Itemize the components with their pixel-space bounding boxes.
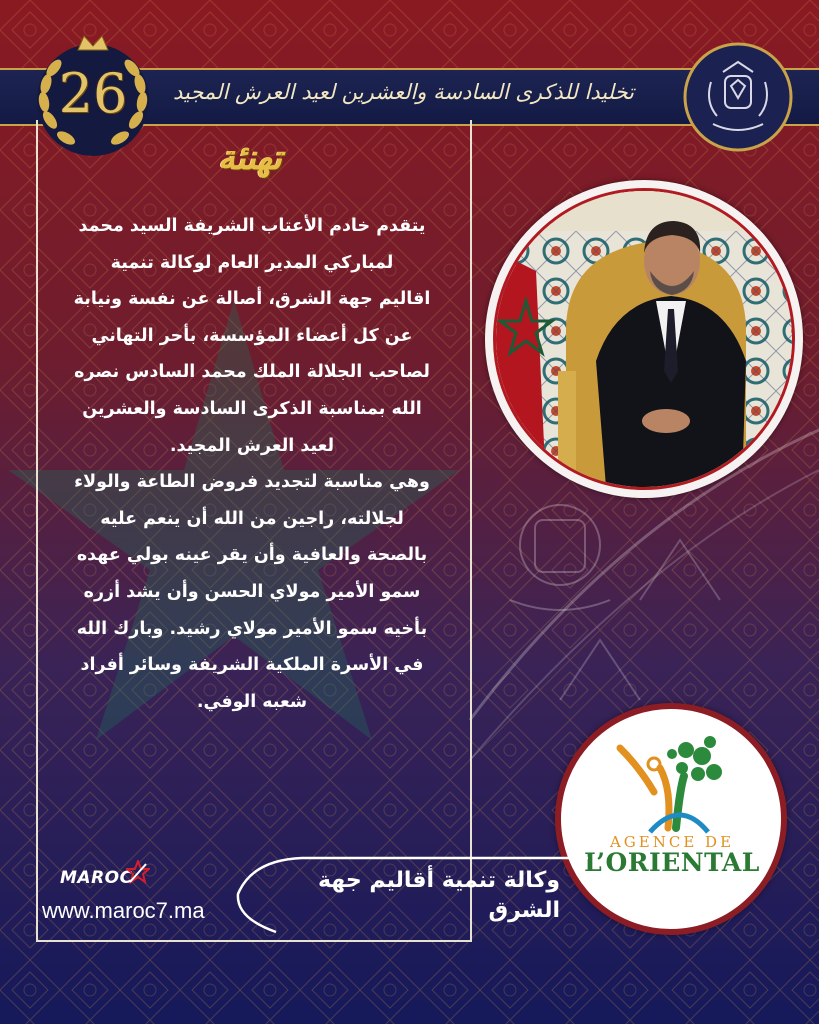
message-line: سمو الأمير مولاي الحسن وأن يشد أزره (83, 581, 421, 602)
maroc7-star-icon (126, 860, 150, 884)
message-line: يتقدم خادم الأعتاب الشريفة السيد محمد (78, 216, 426, 236)
agency-name-line: وكالة تنمية أقاليم جهة (317, 868, 560, 893)
message-line: بأخيه سمو الأمير مولاي رشيد. وبارك الله (76, 618, 428, 639)
royal-coat-of-arms-icon (683, 42, 793, 152)
website-url[interactable]: www.maroc7.ma (42, 898, 205, 923)
message-line: لمباركي المدير العام لوكالة تنمية (110, 252, 394, 273)
agency-name-line: الشرق (488, 898, 560, 923)
message-line: في الأسرة الملكية الشريفة وسائر أفراد (80, 655, 424, 676)
agence-oriental-logo-icon (610, 728, 730, 838)
message-line: بالصحة والعافية وأن يقر عينه بولي عهده (76, 545, 428, 566)
message-line: لصاحب الجلالة الملك محمد السادس نصره (74, 362, 430, 383)
message-line: وهي مناسبة لتجديد فروض الطاعة والولاء (74, 472, 430, 493)
message-line: عن كل أعضاء المؤسسة، بأحر التهاني (91, 325, 413, 346)
agency-name (290, 866, 560, 926)
message-line: شعبه الوفي. (196, 691, 308, 712)
portrait-illustration (496, 191, 792, 487)
maroc7-logo: MAROC (60, 868, 133, 888)
message-line: الله بمناسبة الذكرى السادسة والعشرين (82, 398, 422, 419)
congratulations-title: تهنئة (218, 138, 282, 178)
message-line: لجلالته، راجين من الله أن ينعم عليه (100, 508, 404, 529)
logo-text-agence: AGENCE DE (609, 833, 735, 851)
congratulation-message (48, 208, 456, 720)
message-line: اقاليم جهة الشرق، أصالة عن نفسة ونيابة (73, 289, 431, 310)
message-line: لعيد العرش المجيد. (169, 435, 335, 456)
king-portrait (493, 188, 795, 490)
banner-text: تخليدا للذكرى السادسة والعشرين لعيد العرش المجيد (173, 80, 634, 104)
crown-icon (78, 36, 108, 50)
logo-text-oriental: L’ORIENTAL (584, 848, 760, 877)
anniversary-number: 26 (58, 62, 128, 125)
